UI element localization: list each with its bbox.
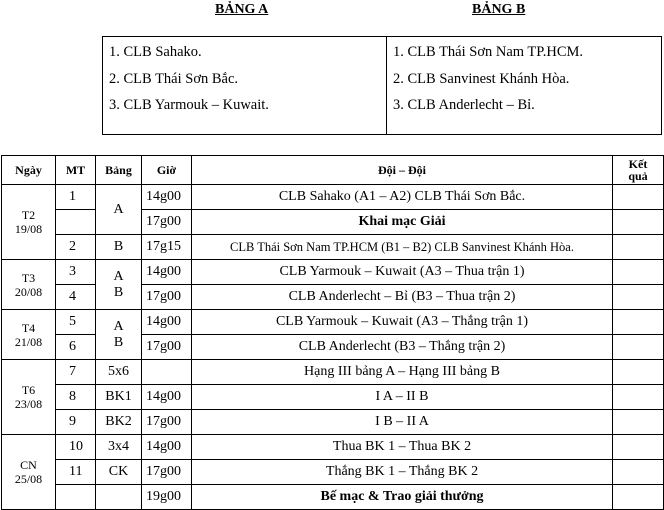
groups-table <box>102 36 662 135</box>
day-label: CN <box>20 458 37 472</box>
result-cell <box>613 385 664 410</box>
header-match: MT <box>56 156 96 185</box>
time-cell <box>142 360 192 385</box>
table-row <box>2 385 664 410</box>
group-a-team: 1. CLB Sahako. <box>109 44 202 60</box>
group-cell: B <box>96 235 142 260</box>
result-cell <box>613 310 664 335</box>
time-cell: 17g00 <box>142 285 192 310</box>
header-result <box>613 156 664 185</box>
match-number: 4 <box>56 285 96 310</box>
match-number: 8 <box>56 385 96 410</box>
time-cell: 14g00 <box>142 435 192 460</box>
match-number: 3 <box>56 260 96 285</box>
group-cell: 3x4 <box>96 435 142 460</box>
schedule-table <box>1 155 664 510</box>
day-cell <box>2 185 56 260</box>
result-cell <box>613 210 664 235</box>
time-cell: 17g00 <box>142 410 192 435</box>
match-number: 11 <box>56 460 96 485</box>
match-number: 5 <box>56 310 96 335</box>
teams-cell: I A – II B <box>192 385 613 410</box>
teams-cell: CLB Anderlecht – Bỉ (B3 – Thua trận 2) <box>192 285 613 310</box>
header-result-line2: quả <box>628 169 648 183</box>
time-cell: 17g00 <box>142 335 192 360</box>
time-cell: 17g15 <box>142 235 192 260</box>
group-b-title: BẢNG B <box>472 2 526 17</box>
match-number: 10 <box>56 435 96 460</box>
day-date: 19/08 <box>14 222 43 236</box>
table-row <box>2 435 664 460</box>
group-a-team: 3. CLB Yarmouk – Kuwait. <box>109 97 269 113</box>
teams-cell: CLB Yarmouk – Kuwait (A3 – Thắng trận 1) <box>192 310 613 335</box>
header-time: Giờ <box>142 156 192 185</box>
teams-cell: I B – II A <box>192 410 613 435</box>
result-cell <box>613 285 664 310</box>
group-a-title: BẢNG A <box>215 2 269 17</box>
group-cell: 5x6 <box>96 360 142 385</box>
match-number: 6 <box>56 335 96 360</box>
group-cell: A <box>96 185 142 235</box>
result-cell <box>613 460 664 485</box>
group-b-team: 3. CLB Anderlecht – Bỉ. <box>393 97 535 113</box>
day-date: 23/08 <box>14 397 43 411</box>
match-number: 9 <box>56 410 96 435</box>
day-label: T3 <box>21 270 36 285</box>
teams-cell: CLB Thái Sơn Nam TP.HCM (B1 – B2) CLB Sanvinest Khánh Hòa. <box>192 235 613 260</box>
day-label: T4 <box>21 320 36 335</box>
day-date: 20/08 <box>14 284 43 299</box>
group-cell: CK <box>96 460 142 485</box>
time-cell: 14g00 <box>142 260 192 285</box>
result-cell <box>613 335 664 360</box>
group-label: A <box>113 268 124 284</box>
group-b-team: 1. CLB Thái Sơn Nam TP.HCM. <box>393 44 584 60</box>
table-row <box>2 235 664 260</box>
table-row <box>2 310 664 335</box>
result-cell <box>613 435 664 460</box>
day-date: 25/08 <box>14 472 43 486</box>
result-cell <box>613 260 664 285</box>
table-row <box>2 260 664 285</box>
group-b-team: 2. CLB Sanvinest Khánh Hòa. <box>393 70 570 87</box>
teams-cell: Khai mạc Giải <box>192 210 613 235</box>
match-number: 2 <box>56 235 96 260</box>
teams-cell: Thắng BK 1 – Thắng BK 2 <box>192 460 613 485</box>
group-cell <box>96 485 142 510</box>
group-a-team: 2. CLB Thái Sơn Bắc. <box>109 70 239 87</box>
day-label: T6 <box>21 383 36 397</box>
header-group: Bảng <box>96 156 142 185</box>
time-cell: 17g00 <box>142 460 192 485</box>
group-cell: BK2 <box>96 410 142 435</box>
day-cell <box>2 310 56 360</box>
match-number <box>56 485 96 510</box>
group-cell <box>96 310 142 360</box>
teams-cell: CLB Anderlecht (B3 – Thắng trận 2) <box>192 335 613 360</box>
header-result-line1: Kết <box>628 157 648 171</box>
result-cell <box>613 235 664 260</box>
group-label: B <box>113 284 124 300</box>
header-day: Ngày <box>2 156 56 185</box>
table-row <box>2 485 664 510</box>
day-label: T2 <box>21 208 36 222</box>
day-date: 21/08 <box>14 334 43 349</box>
group-a-teams <box>103 37 387 135</box>
match-number <box>56 210 96 235</box>
time-cell: 14g00 <box>142 185 192 210</box>
table-row <box>2 460 664 485</box>
result-cell <box>613 185 664 210</box>
group-cell: BK1 <box>96 385 142 410</box>
match-number: 1 <box>56 185 96 210</box>
day-cell <box>2 260 56 310</box>
table-row <box>2 410 664 435</box>
teams-cell: CLB Yarmouk – Kuwait (A3 – Thua trận 1) <box>192 260 613 285</box>
time-cell: 17g00 <box>142 210 192 235</box>
day-cell <box>2 360 56 435</box>
match-number: 7 <box>56 360 96 385</box>
time-cell: 19g00 <box>142 485 192 510</box>
group-cell <box>96 260 142 310</box>
time-cell: 14g00 <box>142 385 192 410</box>
group-b-teams <box>387 37 662 135</box>
teams-cell: Bế mạc & Trao giải thưởng <box>192 485 613 510</box>
header-teams: Đội – Đội <box>192 156 613 185</box>
result-cell <box>613 360 664 385</box>
teams-cell: CLB Sahako (A1 – A2) CLB Thái Sơn Bắc. <box>192 185 613 210</box>
schedule-header-row <box>2 156 664 185</box>
result-cell <box>613 485 664 510</box>
table-row <box>2 185 664 210</box>
table-row <box>2 360 664 385</box>
teams-cell: Thua BK 1 – Thua BK 2 <box>192 435 613 460</box>
group-label: B <box>113 334 124 350</box>
day-cell <box>2 435 56 510</box>
time-cell: 14g00 <box>142 310 192 335</box>
group-label: A <box>113 318 124 334</box>
result-cell <box>613 410 664 435</box>
teams-cell: Hạng III bảng A – Hạng III bảng B <box>192 360 613 385</box>
